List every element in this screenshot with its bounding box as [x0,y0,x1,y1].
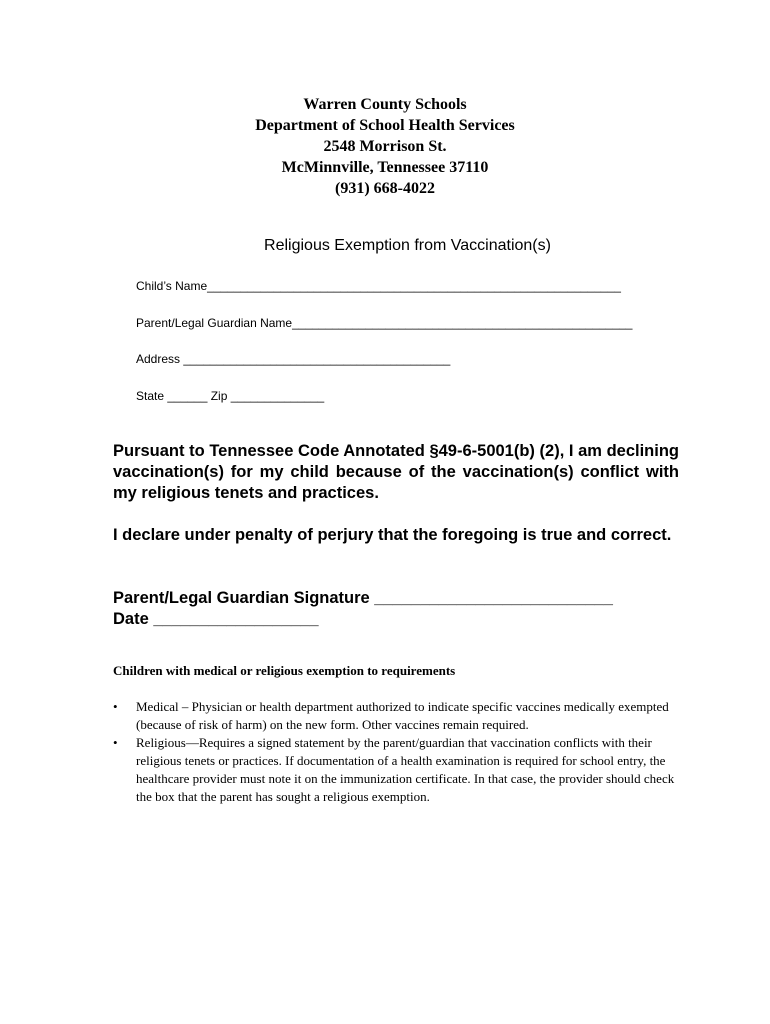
list-item [113,734,683,806]
statute-declaration: Pursuant to Tennessee Code Annotated §49-6-5001(b) (2), I am declining vaccination(s) for my child because of the vaccination(s) conflict with my religious tenets and practices. [113,442,679,502]
form-title: Religious Exemption from Vaccination(s) [264,237,551,254]
religious-exemption-text: Religious—Requires a signed statement by the parent/guardian that vaccination conflicts with their religious tenets or practices. If documentation of a health examination is required for school entry, the healthcare provider must note it on the immunization certificate. In that case, the provider should check the box that the parent has sought a religious exemption. [136,735,675,804]
list-item [113,698,683,734]
state-zip-field[interactable]: State ______ Zip ______________ [136,389,325,403]
signature-field[interactable]: Parent/Legal Guardian Signature __________________________ [113,589,613,607]
city-state-zip: McMinnville, Tennessee 37110 [281,159,489,176]
perjury-declaration: I declare under penalty of perjury that the foregoing is true and correct. [113,526,672,544]
address-field[interactable]: Address ________________________________________ [136,352,451,366]
letterhead [0,94,770,199]
school-name: Warren County Schools [303,96,467,113]
exemption-info-heading: Children with medical or religious exemption to requirements [113,663,456,678]
phone-number: (931) 668-4022 [335,180,435,197]
street-address: 2548 Morrison St. [323,138,447,155]
date-field[interactable]: Date __________________ [113,610,319,628]
bullet-icon: • [113,699,118,714]
guardian-name-field[interactable]: Parent/Legal Guardian Name___________________________________________________ [136,316,633,330]
childs-name-field[interactable]: Child’s Name______________________________________________________________ [136,279,621,293]
medical-exemption-text: Medical – Physician or health department authorized to indicate specific vaccines medically exempted (because of risk of harm) on the new form. Other vaccines remain required. [136,699,669,732]
exemption-info-list [113,698,683,806]
department-name: Department of School Health Services [255,117,515,134]
bullet-icon: • [113,735,118,750]
